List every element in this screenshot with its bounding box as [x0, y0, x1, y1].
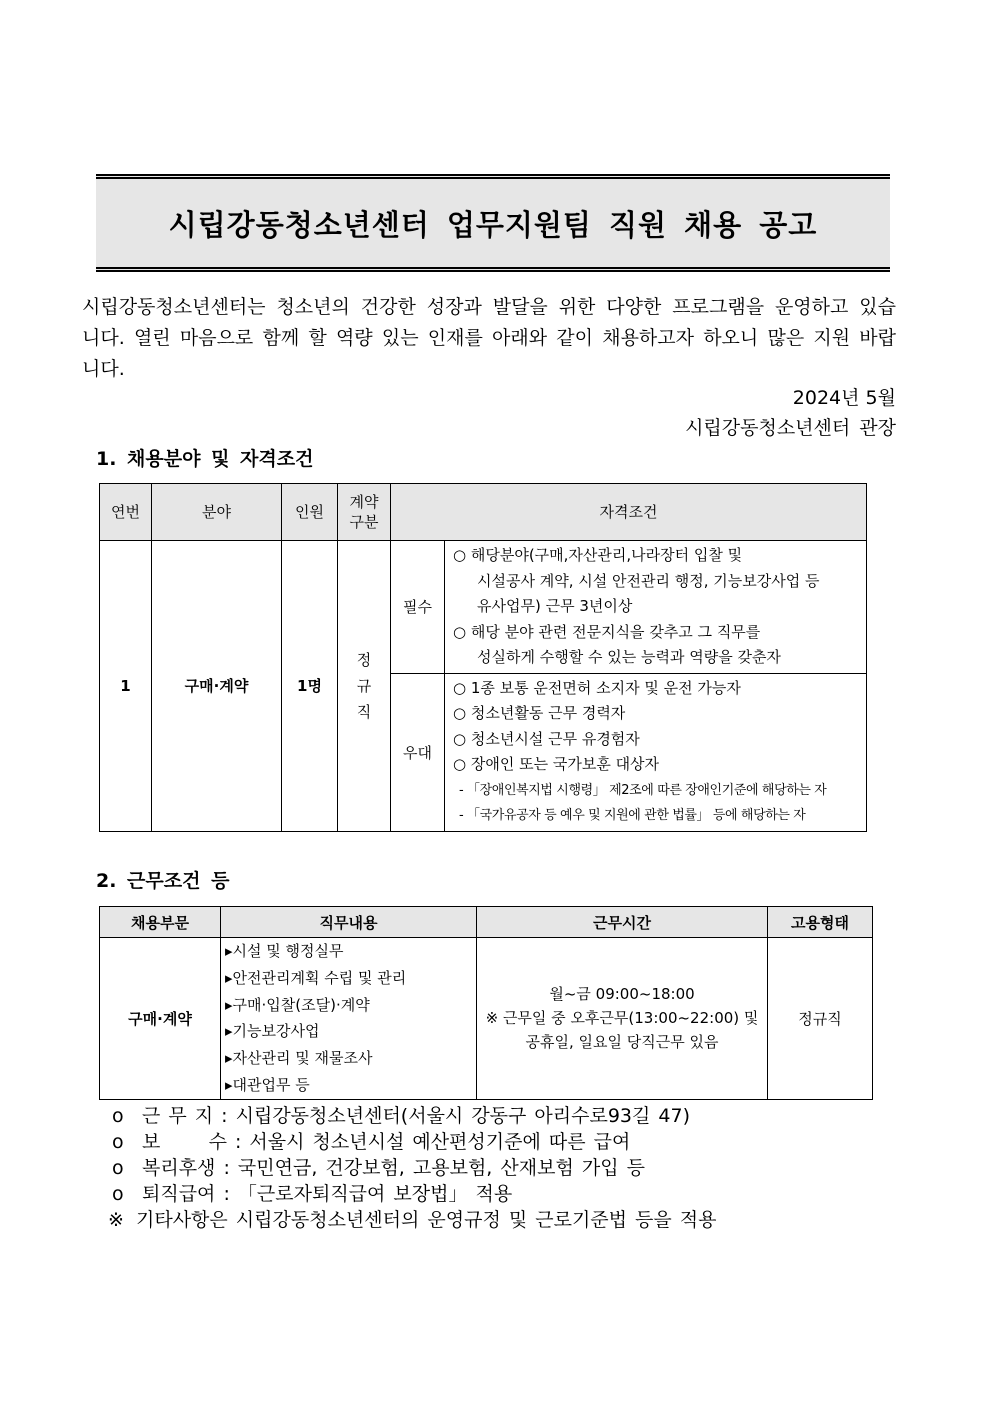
duty-item: ▸자산관리 및 재물조사 [225, 1049, 373, 1068]
note-text: 근 무 지 : 시립강동청소년센터(서울시 강동구 아리수로93길 47) [142, 1105, 691, 1127]
intro-paragraph: 시립강동청소년센터는 청소년의 건강한 성장과 발달을 위한 다양한 프로그램을 운영하고 있습니다. 열린 마음으로 함께 할 역량 있는 인재를 아래와 같이 채용하고자 하오니 많은 지원 바랍니다. [82, 296, 896, 380]
page-title: 시립강동청소년센터 업무지원팀 직원 채용 공고 [168, 207, 818, 242]
bullet-marker: o [112, 1131, 124, 1153]
note-item [108, 1207, 717, 1233]
condition-subline: - 「장애인복지법 시행령」 제2조에 따른 장애인기준에 해당하는 자 [459, 782, 827, 798]
qualifications-table [99, 483, 867, 832]
note-item [112, 1181, 717, 1207]
header-qualifications: 자격조건 [391, 484, 867, 541]
duty-item: ▸대관업무 등 [225, 1075, 310, 1094]
preferred-label: 우대 [391, 673, 445, 831]
contract-char: 직 [356, 702, 372, 721]
table-row [100, 541, 867, 674]
note-item [112, 1103, 717, 1129]
table-header-row [100, 907, 873, 938]
hours-line: 월~금 09:00~18:00 [549, 985, 695, 1004]
reference-marker: ※ [108, 1209, 124, 1231]
condition-subline: - 「국가유공자 등 예우 및 지원에 관한 법률」 등에 해당하는 자 [459, 808, 806, 823]
bullet-marker: o [112, 1105, 124, 1127]
duty-item: ▸구매·입찰(조달)·계약 [225, 995, 370, 1014]
title-banner [96, 174, 890, 272]
hours-line: 공휴일, 일요일 당직근무 있음 [525, 1033, 719, 1052]
note-text: 보 수 : 서울시 청소년시설 예산편성기준에 따른 급여 [142, 1131, 631, 1153]
contract-char: 규 [356, 676, 372, 695]
header-field: 분야 [152, 484, 282, 541]
bullet-marker: o [112, 1157, 124, 1179]
announcement-date: 2024년 5월 [792, 387, 896, 409]
condition-line: 시설공사 계약, 시설 안전관리 행정, 기능보강사업 등 [477, 571, 820, 590]
duty-item: ▸시설 및 행정실무 [225, 942, 344, 960]
hours-line: ※ 근무일 중 오후근무(13:00~22:00) 및 [485, 1009, 759, 1028]
cell-no: 1 [100, 541, 152, 832]
header-type: 고용형태 [768, 907, 873, 938]
note-text: 복리후생 : 국민연금, 건강보험, 고용보험, 산재보험 가입 등 [142, 1157, 645, 1179]
contract-char: 정 [356, 650, 372, 669]
header-contract-line2: 구분 [349, 513, 379, 531]
signer: 시립강동청소년센터 관장 [685, 417, 896, 439]
cell-count: 1명 [282, 541, 338, 832]
condition-line: ○ 청소년시설 근무 유경험자 [453, 729, 640, 748]
cell-dept: 구매·계약 [100, 938, 221, 1100]
section-heading-work-conditions: 2. 근무조건 등 [96, 870, 230, 892]
condition-line: ○ 장애인 또는 국가보훈 대상자 [453, 755, 660, 773]
header-contract-line1: 계약 [349, 493, 379, 511]
table-row [100, 938, 873, 1100]
condition-line: ○ 해당 분야 관련 전문지식을 갖추고 그 직무를 [453, 622, 761, 641]
duty-item: ▸안전관리계획 수립 및 관리 [225, 968, 407, 987]
header-hours: 근무시간 [477, 907, 768, 938]
cell-duties [221, 938, 477, 1100]
condition-line: ○ 청소년활동 근무 경력자 [453, 704, 626, 722]
note-item [112, 1155, 717, 1181]
condition-line: ○ 1종 보통 운전면허 소지자 및 운전 가능자 [453, 678, 741, 697]
note-text: 기타사항은 시립강동청소년센터의 운영규정 및 근로기준법 등을 적용 [136, 1209, 717, 1231]
cell-employment-type: 정규직 [768, 938, 873, 1100]
table-header-row [100, 484, 867, 541]
required-conditions [445, 541, 867, 674]
bullet-marker: o [112, 1183, 124, 1205]
work-conditions-table [99, 906, 873, 1100]
header-no: 연번 [100, 484, 152, 541]
section-heading-qualifications: 1. 채용분야 및 자격조건 [96, 448, 314, 470]
duty-item: ▸기능보강사업 [225, 1022, 320, 1041]
condition-line: 유사업무) 근무 3년이상 [477, 597, 633, 615]
cell-contract [338, 541, 391, 832]
required-label: 필수 [391, 541, 445, 674]
cell-field: 구매·계약 [152, 541, 282, 832]
note-text: 퇴직급여 : 「근로자퇴직급여 보장법」 적용 [142, 1183, 513, 1205]
note-item [112, 1129, 717, 1155]
cell-hours [477, 938, 768, 1100]
header-duties: 직무내용 [221, 907, 477, 938]
header-count: 인원 [282, 484, 338, 541]
header-dept: 채용부문 [100, 907, 221, 938]
header-contract [338, 484, 391, 541]
notes-list [108, 1103, 717, 1233]
condition-line: 성실하게 수행할 수 있는 능력과 역량을 갖춘자 [477, 648, 781, 666]
preferred-conditions [445, 673, 867, 831]
condition-line: ○ 해당분야(구매,자산관리,나라장터 입찰 및 [453, 546, 743, 564]
